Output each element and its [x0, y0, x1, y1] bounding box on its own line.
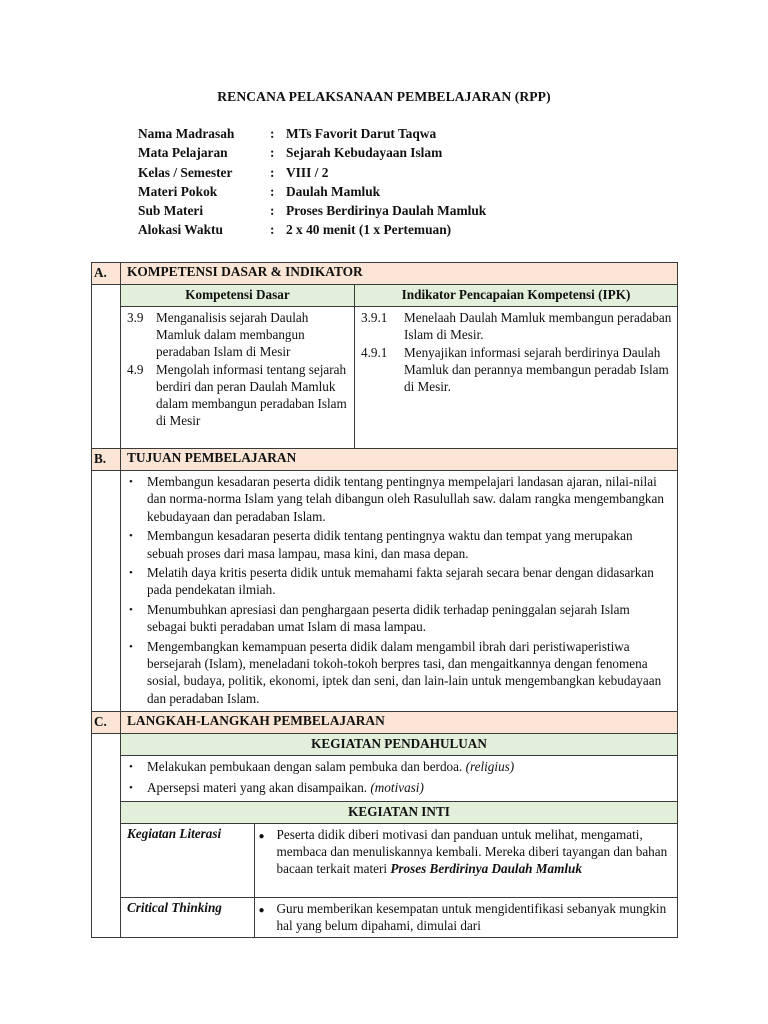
list-item — [129, 601, 671, 636]
ipk-number: 3.9.1 — [361, 310, 388, 325]
kd-text: Mengolah informasi tentang sejarah berdiri dan peran Daulah Mamluk dalam membangun peradaban Islam di Mesir — [156, 362, 347, 428]
inti-cell — [121, 824, 678, 938]
ipk-item — [361, 309, 673, 343]
kegiatan-label: Kegiatan Literasi — [121, 824, 254, 897]
section-a-header — [92, 263, 678, 285]
kd-column-header: Kompetensi Dasar — [121, 285, 355, 307]
list-item-text: Melatih daya kritis peserta didik untuk memahami fakta sejarah secara benar dengan didasarkan pada pendekatan ilmiah. — [147, 565, 654, 598]
list-item — [129, 779, 671, 797]
kd-text: Menganalisis sejarah Daulah Mamluk dalam membangun peradaban Islam di Mesir — [156, 310, 309, 359]
identity-block — [138, 126, 486, 242]
info-row-materi-pokok — [138, 184, 486, 203]
kegiatan-text: Peserta didik diberi motivasi dan panduan untuk melihat, mengamati, membaca dan menuliskannya kembali. Mereka diberi tayangan dan bahan bacaan terkait materi Proses Berdirinya Daulah Mamluk — [276, 827, 668, 877]
section-spacer — [92, 285, 121, 449]
pendahuluan-content-row — [92, 756, 678, 802]
info-separator: : — [270, 164, 275, 180]
info-value: Proses Berdirinya Daulah Mamluk — [286, 203, 487, 219]
bullet-icon: • — [129, 530, 133, 543]
kd-list — [121, 307, 355, 449]
info-label: Sub Materi — [138, 203, 204, 219]
list-item-text: Mengembangkan kemampuan peserta didik dalam mengambil ibrah dari peristiwaperistiwa bersejarah (Islam), meneladani tokoh-tokoh berpres tasi, dan mengaitkannya dengan fenomena sosial, budaya, politik, ekonomi, iptek dan seni, dan lain-lain untuk mengembangkan kebudayaan dan peradaban Islam. — [147, 638, 662, 706]
pendahuluan-list-cell — [121, 756, 678, 802]
bullet-icon: ● — [258, 904, 265, 916]
kd-number: 4.9 — [127, 362, 144, 377]
kd-item — [127, 309, 350, 360]
kegiatan-label: Critical Thinking — [121, 897, 254, 937]
info-row-sub-materi — [138, 203, 486, 222]
info-label: Nama Madrasah — [138, 126, 235, 141]
list-item-text: Melakukan pembukaan dengan salam pembuka dan berdoa. (religius) — [147, 759, 515, 775]
ipk-list — [355, 307, 678, 449]
section-letter: B. — [92, 449, 121, 471]
inti-title: KEGIATAN INTI — [121, 802, 678, 824]
kd-number: 3.9 — [127, 310, 144, 325]
info-value: 2 x 40 menit (1 x Pertemuan) — [286, 222, 452, 238]
list-item — [129, 527, 671, 562]
bullet-icon: ● — [258, 831, 265, 843]
info-row-alokasi-waktu — [138, 222, 486, 241]
info-value: MTs Favorit Darut Taqwa — [286, 126, 437, 141]
info-label: Kelas / Semester — [138, 164, 233, 180]
list-item — [129, 758, 671, 776]
inti-content-row — [92, 824, 678, 938]
info-value: VIII / 2 — [286, 164, 329, 180]
info-value: Daulah Mamluk — [286, 183, 381, 199]
ipk-column-header: Indikator Pencapaian Kompetensi (IPK) — [355, 285, 678, 307]
bullet-icon: • — [129, 476, 133, 488]
list-item-text: Menumbuhkan apresiasi dan penghargaan peserta didik terhadap peninggalan sejarah Islam sebagai bukti peradaban umat Islam di masa lampau. — [147, 601, 630, 635]
info-separator: : — [270, 222, 275, 238]
bullet-icon: • — [129, 567, 133, 580]
info-label: Alokasi Waktu — [138, 222, 223, 238]
info-row-mata-pelajaran — [138, 145, 486, 164]
list-item — [129, 473, 671, 525]
section-letter: C. — [92, 712, 121, 734]
section-b-header — [92, 449, 678, 471]
list-item-text: Membangun kesadaran peserta didik tentang pentingnya waktu dan tempat yang merupakan sebuah proses dari masa lampau, masa kini, dan masa depan. — [147, 528, 633, 561]
rpp-table — [91, 262, 678, 938]
inti-row-critical-thinking — [121, 897, 677, 937]
info-separator: : — [270, 126, 275, 141]
kegiatan-item — [259, 826, 674, 877]
kegiatan-text: Guru memberikan kesempatan untuk mengidentifikasi sebanyak mungkin hal yang belum dipahami, dimulai dari — [276, 900, 667, 933]
info-row-nama-madrasah — [138, 126, 486, 145]
kd-ipk-content-row — [92, 307, 678, 449]
tujuan-list — [121, 471, 677, 711]
ipk-text: Menyajikan informasi sejarah berdirinya Daulah Mamluk dan perannya membangun peradab Islam di Mesir. — [404, 345, 669, 394]
kegiatan-body — [254, 824, 677, 897]
section-spacer — [92, 471, 121, 712]
info-value: Sejarah Kebudayaan Islam — [286, 145, 443, 161]
section-title: TUJUAN PEMBELAJARAN — [121, 449, 678, 471]
kd-item — [127, 361, 350, 429]
bullet-icon: • — [129, 603, 133, 616]
bullet-icon: • — [129, 761, 133, 774]
list-item-text: Apersepsi materi yang akan disampaikan. (motivasi) — [147, 779, 424, 795]
ipk-number: 4.9.1 — [361, 345, 388, 360]
info-row-kelas-semester — [138, 165, 486, 184]
section-title: LANGKAH-LANGKAH PEMBELAJARAN — [121, 712, 678, 734]
ipk-item — [361, 344, 673, 395]
info-label: Mata Pelajaran — [138, 145, 228, 161]
list-item-text: Membangun kesadaran peserta didik tentang pentingnya mempelajari landasan ajaran, nilai-nilai dan norma-norma Islam yang telah dibangun oleh Rasulullah saw. dalam rangka mengembangkan kebudayaan dan peradaban Islam. — [147, 474, 664, 524]
info-separator: : — [270, 145, 275, 161]
info-separator: : — [270, 203, 275, 219]
pendahuluan-title: KEGIATAN PENDAHULUAN — [121, 734, 678, 756]
bullet-icon: • — [129, 640, 133, 653]
section-title: KOMPETENSI DASAR & INDIKATOR — [121, 263, 678, 285]
kegiatan-item — [259, 900, 674, 934]
tujuan-list-cell — [121, 471, 678, 712]
ipk-text: Menelaah Daulah Mamluk membangun peradaban Islam di Mesir. — [404, 310, 672, 342]
document-title: RENCANA PELAKSANAAN PEMBELAJARAN (RPP) — [217, 89, 551, 104]
inti-row-literasi — [121, 824, 677, 897]
pendahuluan-header-row — [92, 734, 678, 756]
bullet-icon: • — [129, 781, 133, 794]
info-separator: : — [270, 183, 275, 199]
kegiatan-body — [254, 897, 677, 937]
info-label: Materi Pokok — [138, 183, 218, 199]
list-item — [129, 638, 671, 708]
section-c-header — [92, 712, 678, 734]
inti-table — [121, 824, 677, 937]
pendahuluan-list — [121, 756, 677, 801]
list-item — [129, 564, 671, 599]
tujuan-content-row — [92, 471, 678, 712]
inti-header-row — [92, 802, 678, 824]
section-letter: A. — [92, 263, 121, 285]
kd-ipk-header-row — [92, 285, 678, 307]
section-spacer — [92, 734, 121, 937]
